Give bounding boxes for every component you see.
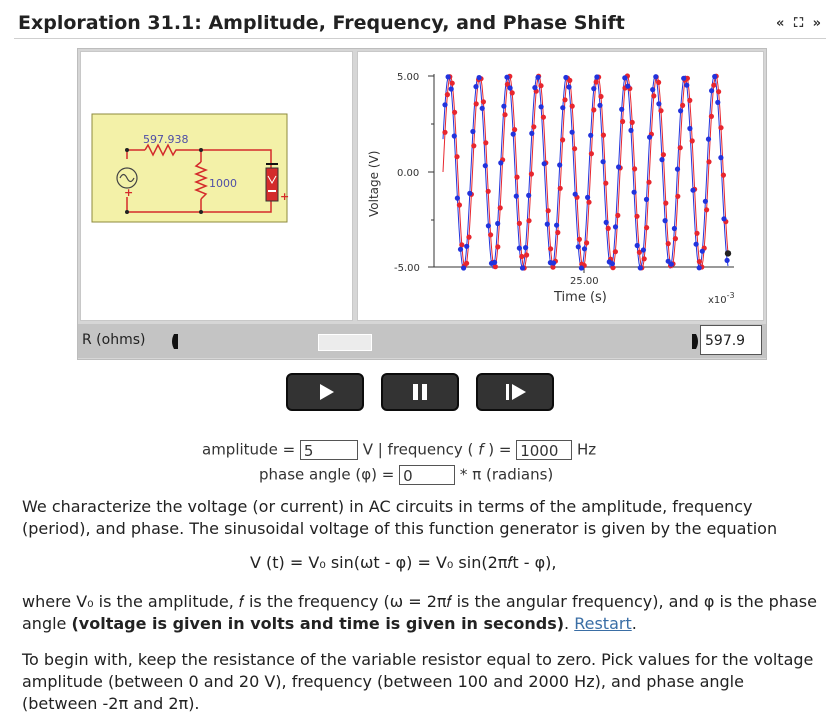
blue-data-point	[467, 191, 472, 196]
blue-data-point	[449, 86, 454, 91]
blue-data-point	[529, 131, 534, 136]
blue-data-point	[594, 74, 599, 79]
red-data-point	[634, 214, 639, 219]
blue-data-point	[647, 135, 652, 140]
blue-data-point	[663, 218, 668, 223]
red-data-point	[690, 138, 695, 143]
blue-data-point	[653, 74, 658, 79]
red-data-point	[646, 180, 651, 185]
red-data-point	[632, 166, 637, 171]
blue-data-point	[585, 195, 590, 200]
blue-data-point	[616, 164, 621, 169]
phase-row	[259, 465, 553, 485]
graph-panel	[357, 51, 764, 321]
blue-data-point	[573, 192, 578, 197]
blue-data-point	[582, 246, 587, 251]
red-data-point	[514, 175, 519, 180]
page-title: Exploration 31.1: Amplitude, Frequency, and Phase Shift	[18, 12, 625, 34]
phase-unit: * π (radians)	[459, 465, 554, 484]
explanation-paragraph	[22, 591, 822, 635]
red-data-point	[442, 130, 447, 135]
frequency-unit: Hz	[577, 440, 597, 459]
red-data-point	[675, 194, 680, 199]
red-data-point	[721, 173, 726, 178]
y-axis-label: Voltage (V)	[367, 150, 381, 217]
blue-data-point	[566, 84, 571, 89]
junction-node	[125, 148, 129, 152]
blue-data-point	[715, 100, 720, 105]
blue-data-point	[604, 220, 609, 225]
voltmeter-plus-icon: +	[280, 190, 290, 203]
blue-data-point	[675, 167, 680, 172]
blue-data-point	[501, 104, 506, 109]
blue-data-point	[672, 226, 677, 231]
resistance-value-field[interactable]: 597.9	[700, 325, 762, 355]
blue-data-point	[625, 84, 630, 89]
trace-end-marker	[725, 250, 731, 256]
waveform-group	[442, 73, 731, 270]
red-data-point	[598, 94, 603, 99]
blue-data-point	[638, 265, 643, 270]
blue-data-point	[576, 244, 581, 249]
red-data-point	[483, 140, 488, 145]
circuit-panel	[80, 51, 353, 321]
blue-data-point	[504, 75, 509, 80]
blue-data-point	[539, 104, 544, 109]
junction-node	[199, 210, 203, 214]
step-forward-icon	[478, 375, 552, 409]
red-data-point	[589, 151, 594, 156]
header	[14, 8, 826, 39]
blue-data-point	[697, 265, 702, 270]
red-data-point	[642, 256, 647, 261]
blue-data-point	[495, 221, 500, 226]
blue-data-point	[554, 223, 559, 228]
pause-button[interactable]	[381, 373, 459, 411]
blue-data-point	[678, 108, 683, 113]
prev-page-icon[interactable]: «	[776, 16, 786, 31]
junction-node	[199, 148, 203, 152]
red-data-point	[450, 81, 455, 86]
blue-data-point	[492, 260, 497, 265]
blue-data-point	[690, 188, 695, 193]
play-icon	[288, 375, 362, 409]
blue-data-point	[641, 247, 646, 252]
punctuation: .	[564, 614, 575, 633]
blue-data-point	[464, 244, 469, 249]
red-data-point	[706, 159, 711, 164]
blue-data-point	[684, 83, 689, 88]
blue-data-point	[622, 75, 627, 80]
intro-paragraph: We characterize the voltage (or current) in AC circuits in terms of the amplitude, frequency (period), and phase. The sinusoidal voltage of this function generator is given by the equation	[22, 497, 778, 538]
blue-data-point	[709, 88, 714, 93]
red-data-point	[486, 189, 491, 194]
frequency-label: ) =	[483, 440, 512, 459]
red-data-point	[673, 236, 678, 241]
blue-data-point	[613, 224, 618, 229]
blue-data-point	[628, 128, 633, 133]
next-page-icon[interactable]: »	[812, 16, 822, 31]
red-data-point	[510, 90, 515, 95]
red-data-point	[498, 205, 503, 210]
blue-data-point	[520, 265, 525, 270]
red-data-point	[697, 259, 702, 264]
red-data-point	[457, 202, 462, 207]
blue-data-point	[514, 194, 519, 199]
red-data-point	[678, 145, 683, 150]
red-data-point	[531, 124, 536, 129]
red-data-point	[517, 221, 522, 226]
red-data-point	[584, 240, 589, 245]
red-data-point	[454, 154, 459, 159]
red-data-point	[718, 125, 723, 130]
red-data-point	[570, 104, 575, 109]
amplitude-frequency-row	[202, 440, 596, 460]
red-data-point	[704, 207, 709, 212]
frequency-symbol: f	[478, 440, 484, 459]
step-forward-button[interactable]	[476, 373, 554, 411]
red-data-point	[481, 99, 486, 104]
red-data-point	[512, 127, 517, 132]
red-data-point	[464, 261, 469, 266]
explanation-text: where V₀ is the amplitude, 𝑓 is the frequency (ω = 2π𝑓 is the angular frequency), and φ is the phase angle	[22, 592, 817, 633]
blue-data-point	[563, 75, 568, 80]
red-data-point	[630, 120, 635, 125]
red-data-point	[594, 79, 599, 84]
blue-data-point	[535, 75, 540, 80]
blue-data-point	[517, 246, 522, 251]
voltmeter-icon	[266, 168, 278, 201]
blue-data-point	[452, 133, 457, 138]
red-data-point	[591, 107, 596, 112]
red-data-point	[502, 112, 507, 117]
blue-data-point	[470, 129, 475, 134]
blue-data-point	[523, 245, 528, 250]
red-data-point	[546, 208, 551, 213]
voltage-plot	[358, 52, 763, 320]
blue-data-point	[579, 265, 584, 270]
red-data-point	[526, 218, 531, 223]
blue-data-point	[511, 132, 516, 137]
red-data-point	[445, 92, 450, 97]
blue-data-point	[551, 260, 556, 265]
slider-right-handle-icon[interactable]	[692, 334, 700, 349]
blue-data-point	[725, 258, 730, 263]
blue-data-point	[601, 159, 606, 164]
play-button[interactable]	[286, 373, 364, 411]
blue-data-point	[721, 216, 726, 221]
instructions-paragraph: To begin with, keep the resistance of the variable resistor equal to zero. Pick values for the voltage amplitude (between 0 and 20 V), frequency (between 100 and 2000 Hz), and phase angle (between -2π and 2π).	[22, 650, 814, 713]
load-value-label: 1000	[209, 177, 237, 190]
red-data-point	[613, 249, 618, 254]
circuit-diagram	[81, 52, 352, 320]
red-data-point	[615, 213, 620, 218]
red-data-point	[656, 80, 661, 85]
punctuation: .	[631, 614, 637, 633]
blue-data-point	[619, 107, 624, 112]
red-data-point	[488, 232, 493, 237]
red-data-point	[651, 93, 656, 98]
red-data-point	[495, 244, 500, 249]
blue-data-point	[694, 242, 699, 247]
expand-icon[interactable]: ⛶	[793, 16, 805, 31]
y-tick-label: 0.00	[397, 168, 420, 179]
red-data-point	[620, 119, 625, 124]
red-data-point	[519, 254, 524, 259]
blue-data-point	[597, 103, 602, 108]
red-data-point	[606, 226, 611, 231]
red-data-point	[555, 230, 560, 235]
resistance-slider-row	[78, 324, 766, 358]
red-data-point	[558, 186, 563, 191]
red-data-point	[680, 103, 685, 108]
red-data-point	[538, 83, 543, 88]
red-data-point	[687, 98, 692, 103]
y-tick-label: 5.00	[397, 72, 420, 83]
red-data-point	[716, 89, 721, 94]
blue-data-point	[545, 222, 550, 227]
blue-data-point	[591, 86, 596, 91]
blue-data-point	[669, 262, 674, 267]
junction-node	[125, 210, 129, 214]
red-data-point	[474, 101, 479, 106]
blue-data-point	[498, 160, 503, 165]
blue-data-point	[703, 199, 708, 204]
plus-terminal-icon: +	[124, 186, 134, 199]
blue-data-point	[458, 247, 463, 252]
voltage-trace-blue	[443, 76, 728, 268]
blue-data-point	[656, 101, 661, 106]
blue-data-point	[486, 223, 491, 228]
blue-data-point	[712, 74, 717, 79]
red-data-point	[541, 115, 546, 120]
blue-data-point	[588, 133, 593, 138]
nav-controls	[773, 16, 822, 31]
red-data-point	[466, 235, 471, 240]
amplitude-input[interactable]: 5	[300, 440, 358, 460]
red-data-point	[586, 200, 591, 205]
blue-data-point	[570, 130, 575, 135]
blue-data-point	[610, 261, 615, 266]
blue-data-point	[687, 126, 692, 131]
x-axis-label: Time (s)	[554, 290, 607, 305]
amplitude-label: amplitude =	[202, 440, 296, 459]
blue-data-point	[659, 157, 664, 162]
resistance-slider-thumb[interactable]	[318, 334, 372, 351]
blue-data-point	[532, 85, 537, 90]
red-data-point	[562, 97, 567, 102]
slider-left-handle-icon[interactable]	[170, 334, 178, 349]
red-data-point	[577, 237, 582, 242]
red-data-point	[666, 241, 671, 246]
phase-label: phase angle (φ) =	[259, 465, 395, 484]
red-data-point	[694, 231, 699, 236]
slider-label: R (ohms)	[82, 332, 146, 348]
blue-data-point	[632, 190, 637, 195]
blue-data-point	[477, 75, 482, 80]
blue-data-point	[480, 106, 485, 111]
units-note: (voltage is given in volts and time is given in seconds)	[71, 614, 565, 633]
restart-link[interactable]: Restart	[574, 614, 632, 633]
red-data-point	[459, 242, 464, 247]
red-data-point	[711, 83, 716, 88]
circuit-background	[92, 114, 290, 222]
blue-data-point	[706, 137, 711, 142]
red-data-point	[452, 110, 457, 115]
red-data-point	[601, 133, 606, 138]
blue-data-point	[681, 76, 686, 81]
amplitude-unit: V | frequency (	[362, 440, 479, 459]
red-data-point	[709, 114, 714, 119]
blue-data-point	[700, 249, 705, 254]
red-data-point	[529, 171, 534, 176]
blue-data-point	[650, 87, 655, 92]
pause-icon	[383, 375, 457, 409]
blue-data-point	[508, 85, 513, 90]
blue-data-point	[557, 162, 562, 167]
red-data-point	[524, 252, 529, 257]
blue-data-point	[526, 193, 531, 198]
blue-data-point	[718, 155, 723, 160]
frequency-input[interactable]: 1000	[516, 440, 572, 460]
blue-data-point	[635, 243, 640, 248]
resistor-value-label: 597.938	[143, 133, 189, 146]
blue-data-point	[542, 161, 547, 166]
red-data-point	[493, 264, 498, 269]
red-data-point	[663, 201, 668, 206]
red-data-point	[471, 143, 476, 148]
red-data-point	[548, 246, 553, 251]
voltage-equation: V (t) = V₀ sin(ωt - φ) = V₀ sin(2π𝑓t - φ),	[250, 553, 557, 572]
red-data-point	[644, 225, 649, 230]
simulation-panel	[77, 48, 767, 360]
red-data-point	[572, 146, 577, 151]
blue-data-point	[442, 102, 447, 107]
blue-data-point	[560, 105, 565, 110]
phase-input[interactable]: 0	[399, 465, 455, 485]
red-data-point	[661, 152, 666, 157]
blue-data-point	[455, 196, 460, 201]
x-multiplier-label: $x10^{-3}$	[708, 291, 735, 306]
red-data-point	[560, 137, 565, 142]
blue-data-point	[461, 265, 466, 270]
red-data-point	[658, 108, 663, 113]
x-tick-label: 25.00	[570, 276, 599, 287]
y-tick-label: -5.00	[394, 263, 420, 274]
blue-data-point	[446, 74, 451, 79]
blue-data-point	[483, 163, 488, 168]
blue-data-point	[473, 84, 478, 89]
blue-data-point	[644, 197, 649, 202]
red-data-point	[603, 181, 608, 186]
